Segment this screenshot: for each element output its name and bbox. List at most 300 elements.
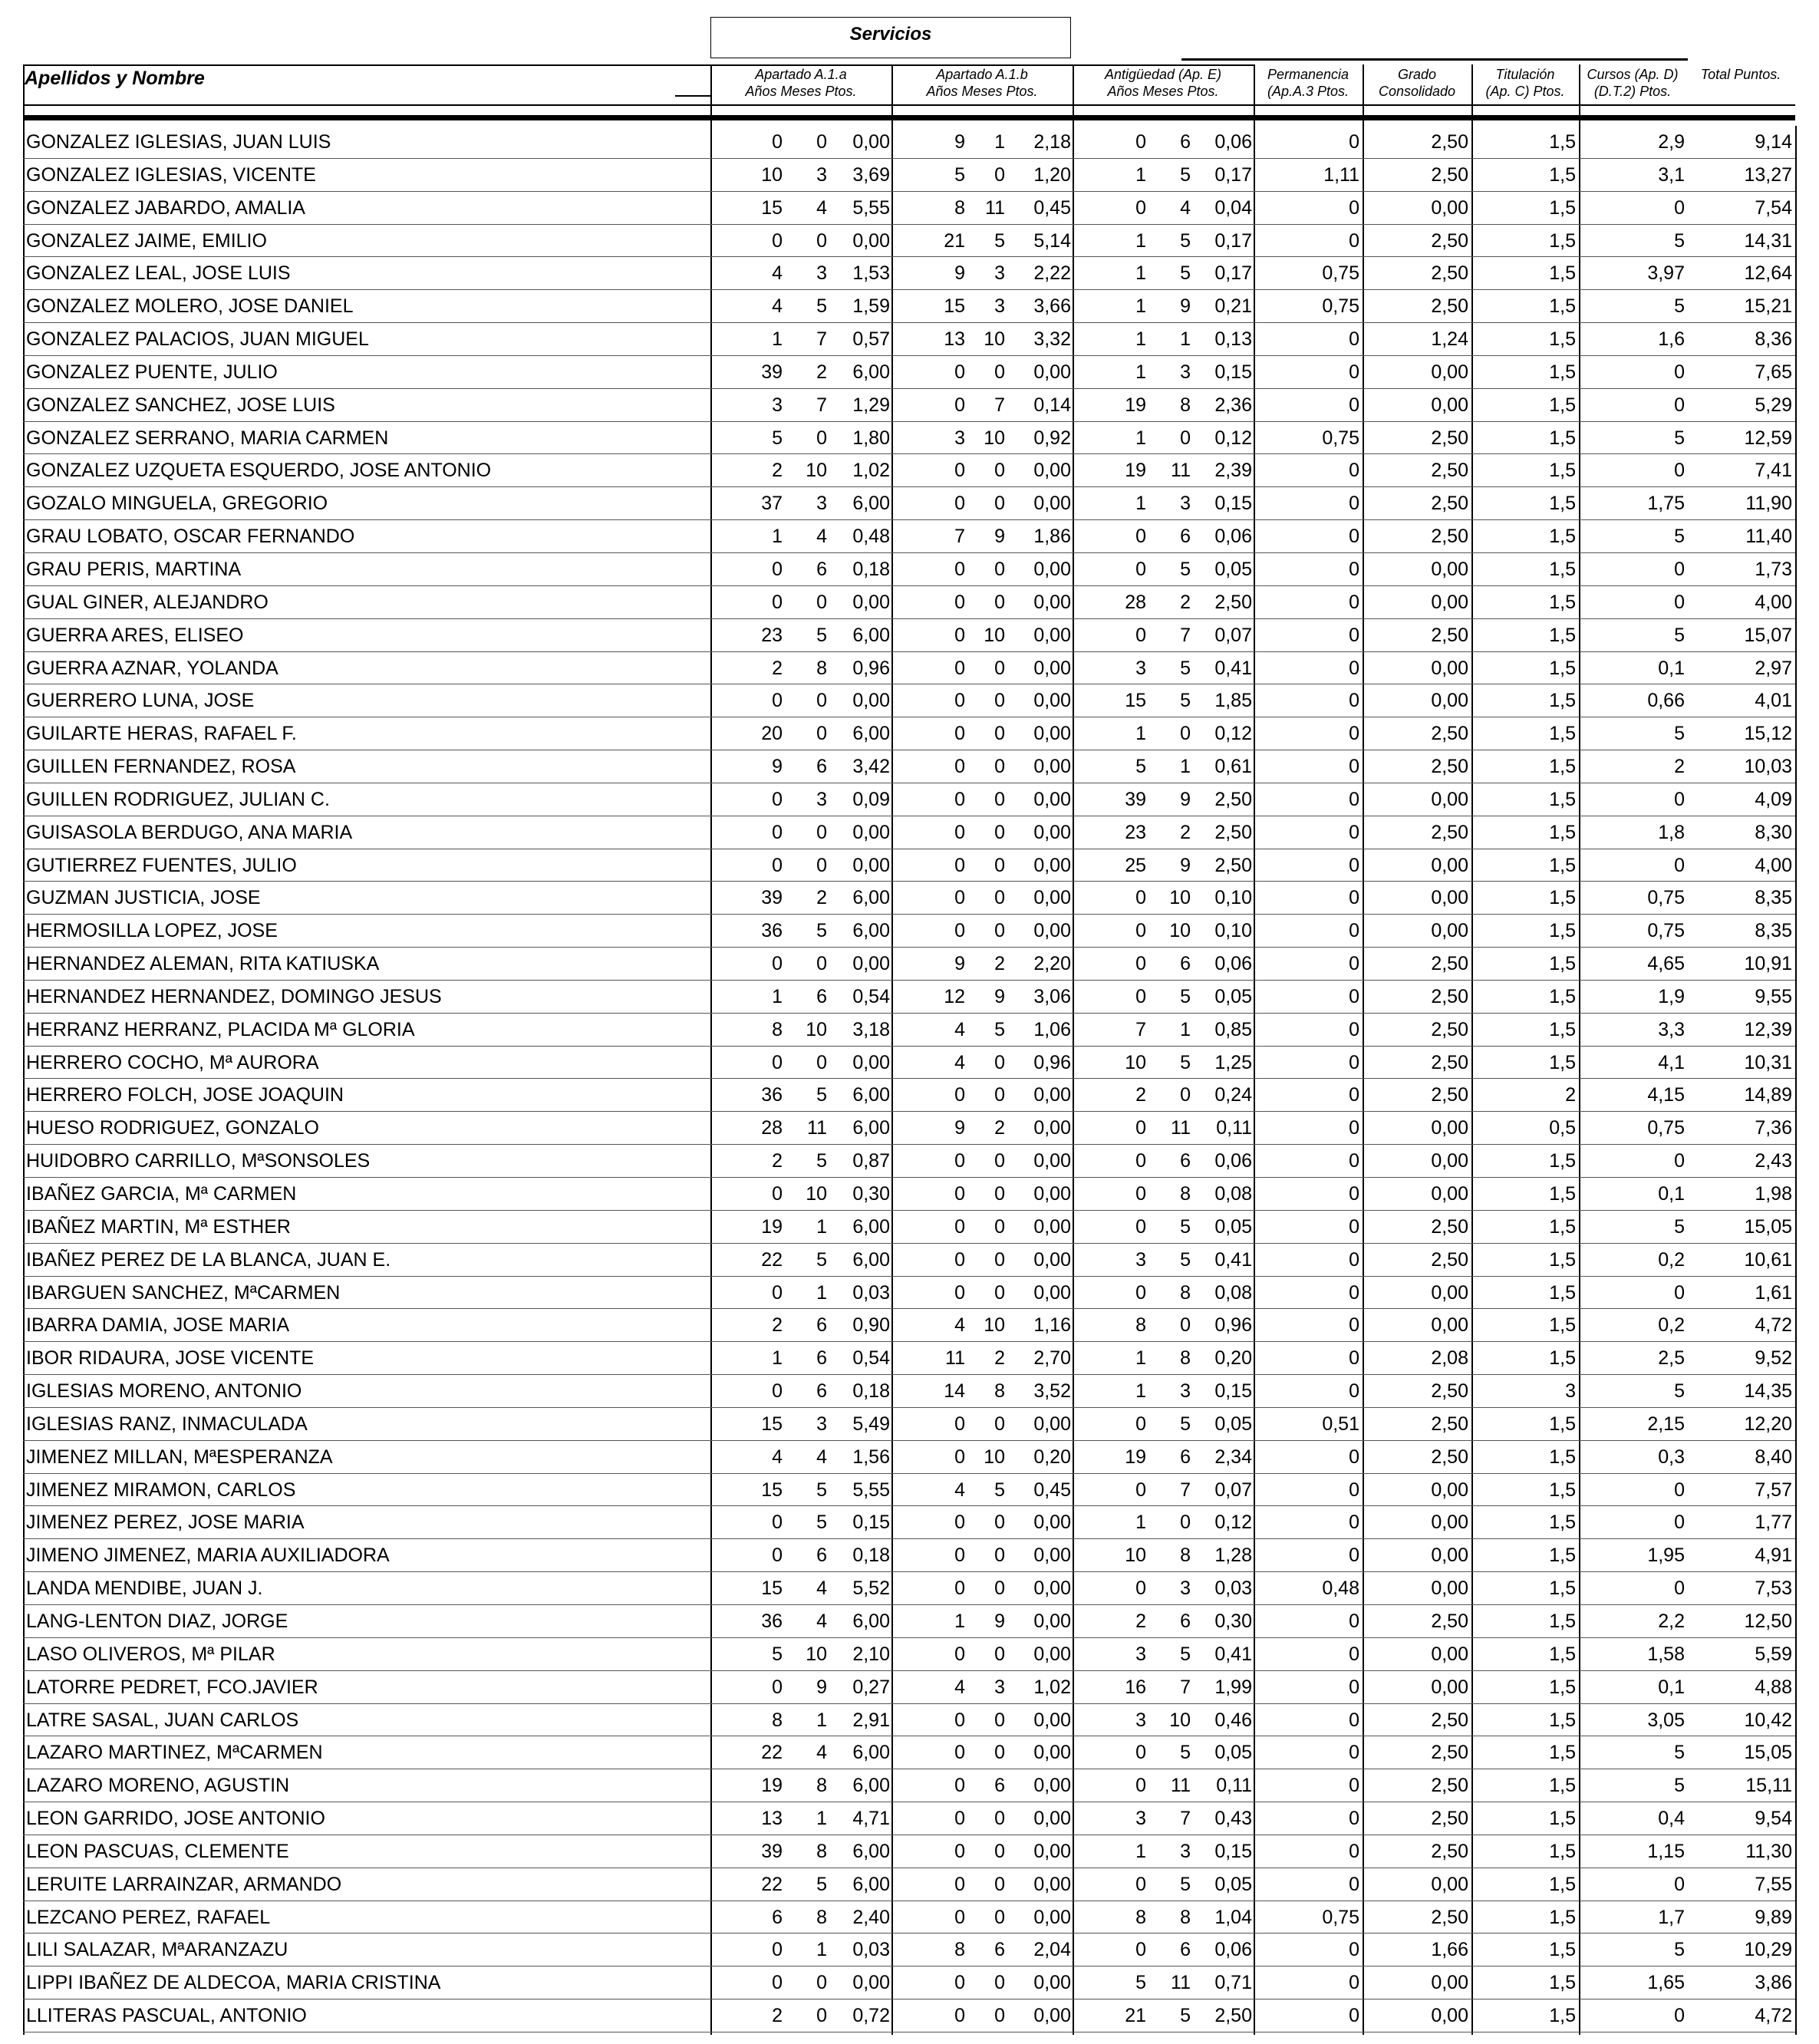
a1a-months-cell: 10 bbox=[806, 1183, 827, 1205]
total-points-cell: 1,73 bbox=[1755, 558, 1792, 580]
table-row bbox=[23, 323, 1795, 356]
antiguedad-points-cell: 0,15 bbox=[1214, 493, 1252, 515]
table-row bbox=[23, 1638, 1795, 1671]
a1b-months-cell: 0 bbox=[994, 1709, 1005, 1731]
grado-points-cell: 0,00 bbox=[1431, 657, 1468, 679]
antiguedad-points-cell: 0,10 bbox=[1214, 887, 1252, 909]
col-header-cursos: Cursos (Ap. D) (D.T.2) Ptos. bbox=[1587, 67, 1679, 99]
a1a-years-cell: 22 bbox=[761, 1742, 783, 1764]
grado-points-cell: 2,50 bbox=[1431, 1215, 1468, 1238]
a1b-points-cell: 0,00 bbox=[1033, 1972, 1071, 1994]
employee-name: HERRERO FOLCH, JOSE JOAQUIN bbox=[26, 1084, 344, 1106]
antiguedad-years-cell: 0 bbox=[1135, 1183, 1146, 1205]
total-points-cell: 4,00 bbox=[1755, 591, 1792, 613]
antiguedad-months-cell: 5 bbox=[1180, 985, 1191, 1007]
a1b-points-cell: 0,00 bbox=[1033, 558, 1071, 580]
total-points-cell: 4,01 bbox=[1755, 690, 1792, 712]
a1b-months-cell: 0 bbox=[994, 1972, 1005, 1994]
a1a-years-cell: 0 bbox=[772, 1545, 783, 1567]
a1a-months-cell: 0 bbox=[816, 1972, 827, 1994]
a1b-points-cell: 0,96 bbox=[1033, 1051, 1071, 1073]
antiguedad-months-cell: 0 bbox=[1180, 1084, 1191, 1106]
a1a-months-cell: 5 bbox=[816, 1150, 827, 1172]
table-row bbox=[23, 948, 1795, 981]
a1b-months-cell: 0 bbox=[994, 1545, 1005, 1567]
table-row bbox=[23, 1047, 1795, 1080]
grado-points-cell: 2,50 bbox=[1431, 821, 1468, 843]
a1a-months-cell: 6 bbox=[816, 558, 827, 580]
a1b-points-cell: 0,00 bbox=[1033, 1150, 1071, 1172]
permanencia-points-cell: 0 bbox=[1349, 887, 1359, 909]
a1b-years-cell: 0 bbox=[954, 1281, 965, 1304]
employee-name: LEON PASCUAS, CLEMENTE bbox=[26, 1840, 289, 1862]
table-row bbox=[23, 981, 1795, 1014]
employee-name: JIMENO JIMENEZ, MARIA AUXILIADORA bbox=[26, 1545, 390, 1567]
a1b-months-cell: 2 bbox=[994, 1117, 1005, 1139]
a1a-points-cell: 0,54 bbox=[852, 1347, 890, 1370]
cursos-points-cell: 5 bbox=[1674, 229, 1685, 252]
employee-name: GONZALEZ IGLESIAS, JUAN LUIS bbox=[26, 131, 331, 153]
a1a-months-cell: 1 bbox=[816, 1939, 827, 1961]
col-header-a1a: Apartado A.1.a Años Meses Ptos. bbox=[745, 67, 857, 99]
antiguedad-years-cell: 5 bbox=[1135, 756, 1146, 778]
table-row bbox=[23, 1441, 1795, 1474]
a1b-points-cell: 0,92 bbox=[1033, 427, 1071, 449]
employee-name: GONZALEZ PALACIOS, JUAN MIGUEL bbox=[26, 328, 369, 351]
employee-name: IBARRA DAMIA, JOSE MARIA bbox=[26, 1314, 290, 1337]
col-header-titulacion: Titulación (Ap. C) Ptos. bbox=[1485, 67, 1565, 99]
a1a-months-cell: 0 bbox=[816, 591, 827, 613]
a1a-months-cell: 0 bbox=[816, 854, 827, 876]
a1b-points-cell: 0,00 bbox=[1033, 821, 1071, 843]
a1a-years-cell: 0 bbox=[772, 1183, 783, 1205]
antiguedad-points-cell: 0,30 bbox=[1214, 1610, 1252, 1632]
col-header-a1b: Apartado A.1.b Años Meses Ptos. bbox=[926, 67, 1038, 99]
table-row bbox=[23, 225, 1795, 258]
employee-name: HERMOSILLA LOPEZ, JOSE bbox=[26, 920, 278, 942]
a1a-years-cell: 36 bbox=[761, 1084, 783, 1106]
total-points-cell: 10,03 bbox=[1744, 756, 1792, 778]
a1a-years-cell: 37 bbox=[761, 493, 783, 515]
employee-name: IBARGUEN SANCHEZ, MªCARMEN bbox=[26, 1281, 341, 1304]
cursos-points-cell: 5 bbox=[1674, 1939, 1685, 1961]
a1a-points-cell: 0,00 bbox=[852, 690, 890, 712]
titulacion-points-cell: 1,5 bbox=[1549, 1808, 1576, 1830]
a1a-months-cell: 5 bbox=[816, 920, 827, 942]
antiguedad-years-cell: 0 bbox=[1135, 1742, 1146, 1764]
employee-name: GRAU LOBATO, OSCAR FERNANDO bbox=[26, 526, 355, 548]
a1a-months-cell: 1 bbox=[816, 1215, 827, 1238]
permanencia-points-cell: 0 bbox=[1349, 1215, 1359, 1238]
total-points-cell: 15,12 bbox=[1744, 723, 1792, 745]
antiguedad-years-cell: 0 bbox=[1135, 953, 1146, 975]
col-header-antiguedad: Antigüedad (Ap. E) Años Meses Ptos. bbox=[1104, 67, 1222, 99]
antiguedad-years-cell: 23 bbox=[1125, 821, 1146, 843]
permanencia-points-cell: 0 bbox=[1349, 1840, 1359, 1862]
table-row bbox=[23, 1605, 1795, 1638]
antiguedad-months-cell: 0 bbox=[1180, 1314, 1191, 1337]
titulacion-points-cell: 1,5 bbox=[1549, 1183, 1576, 1205]
table-row bbox=[23, 783, 1795, 816]
a1b-months-cell: 10 bbox=[984, 624, 1005, 646]
a1b-months-cell: 0 bbox=[994, 2005, 1005, 2027]
a1a-years-cell: 2 bbox=[772, 1150, 783, 1172]
table-row bbox=[23, 1375, 1795, 1408]
a1a-points-cell: 6,00 bbox=[852, 1248, 890, 1271]
a1b-months-cell: 0 bbox=[994, 920, 1005, 942]
antiguedad-years-cell: 1 bbox=[1135, 723, 1146, 745]
a1b-months-cell: 5 bbox=[994, 1479, 1005, 1501]
employee-name: LLITERAS PASCUAL, ANTONIO bbox=[26, 2005, 307, 2027]
header-rule bbox=[675, 95, 710, 97]
permanencia-points-cell: 0 bbox=[1349, 1117, 1359, 1139]
a1a-years-cell: 0 bbox=[772, 821, 783, 843]
cursos-points-cell: 1,8 bbox=[1658, 821, 1685, 843]
cursos-points-cell: 3,3 bbox=[1658, 1018, 1685, 1040]
a1b-years-cell: 0 bbox=[954, 1084, 965, 1106]
a1a-points-cell: 0,03 bbox=[852, 1281, 890, 1304]
a1b-points-cell: 0,00 bbox=[1033, 788, 1071, 810]
antiguedad-points-cell: 0,06 bbox=[1214, 1939, 1252, 1961]
a1a-points-cell: 5,49 bbox=[852, 1413, 890, 1435]
a1b-years-cell: 0 bbox=[954, 1215, 965, 1238]
antiguedad-months-cell: 3 bbox=[1180, 1578, 1191, 1600]
a1a-points-cell: 0,27 bbox=[852, 1676, 890, 1698]
a1b-months-cell: 0 bbox=[994, 1248, 1005, 1271]
a1a-months-cell: 8 bbox=[816, 657, 827, 679]
col-header-total: Total Puntos. bbox=[1700, 67, 1781, 82]
a1a-months-cell: 4 bbox=[816, 1742, 827, 1764]
a1b-points-cell: 2,20 bbox=[1033, 953, 1071, 975]
antiguedad-months-cell: 6 bbox=[1180, 1610, 1191, 1632]
employee-name: LATRE SASAL, JUAN CARLOS bbox=[26, 1709, 299, 1731]
grado-points-cell: 2,50 bbox=[1431, 723, 1468, 745]
employee-name: HUESO RODRIGUEZ, GONZALO bbox=[26, 1117, 319, 1139]
antiguedad-years-cell: 1 bbox=[1135, 163, 1146, 186]
a1b-points-cell: 0,00 bbox=[1033, 1610, 1071, 1632]
grado-points-cell: 2,50 bbox=[1431, 1051, 1468, 1073]
antiguedad-years-cell: 10 bbox=[1125, 1545, 1146, 1567]
a1b-years-cell: 0 bbox=[954, 1578, 965, 1600]
grado-points-cell: 2,50 bbox=[1431, 1380, 1468, 1403]
a1b-years-cell: 0 bbox=[954, 920, 965, 942]
a1a-points-cell: 0,00 bbox=[852, 229, 890, 252]
cursos-points-cell: 2,5 bbox=[1658, 1347, 1685, 1370]
table-row bbox=[23, 1967, 1795, 1999]
antiguedad-points-cell: 0,17 bbox=[1214, 262, 1252, 285]
antiguedad-months-cell: 5 bbox=[1180, 1248, 1191, 1271]
antiguedad-points-cell: 0,15 bbox=[1214, 1380, 1252, 1403]
antiguedad-points-cell: 0,41 bbox=[1214, 1643, 1252, 1665]
antiguedad-months-cell: 10 bbox=[1169, 887, 1191, 909]
a1b-points-cell: 1,06 bbox=[1033, 1018, 1071, 1040]
permanencia-points-cell: 0 bbox=[1349, 985, 1359, 1007]
a1a-months-cell: 1 bbox=[816, 1808, 827, 1830]
a1a-points-cell: 6,00 bbox=[852, 920, 890, 942]
antiguedad-years-cell: 28 bbox=[1125, 591, 1146, 613]
a1b-months-cell: 10 bbox=[984, 427, 1005, 449]
antiguedad-points-cell: 0,05 bbox=[1214, 1873, 1252, 1895]
antiguedad-years-cell: 16 bbox=[1125, 1676, 1146, 1698]
grado-points-cell: 0,00 bbox=[1431, 1873, 1468, 1895]
a1a-months-cell: 5 bbox=[816, 1084, 827, 1106]
a1b-points-cell: 0,45 bbox=[1033, 196, 1071, 219]
cursos-points-cell: 0,1 bbox=[1658, 1183, 1685, 1205]
a1b-months-cell: 0 bbox=[994, 1183, 1005, 1205]
employee-name: LANDA MENDIBE, JUAN J. bbox=[26, 1578, 263, 1600]
antiguedad-months-cell: 6 bbox=[1180, 1446, 1191, 1468]
a1a-months-cell: 8 bbox=[816, 1906, 827, 1928]
antiguedad-years-cell: 25 bbox=[1125, 854, 1146, 876]
a1a-months-cell: 4 bbox=[816, 1446, 827, 1468]
cursos-points-cell: 1,7 bbox=[1658, 1906, 1685, 1928]
antiguedad-years-cell: 1 bbox=[1135, 1347, 1146, 1370]
cursos-points-cell: 0,1 bbox=[1658, 1676, 1685, 1698]
permanencia-points-cell: 0 bbox=[1349, 1545, 1359, 1567]
grado-points-cell: 0,00 bbox=[1431, 1281, 1468, 1304]
a1a-points-cell: 0,72 bbox=[852, 2005, 890, 2027]
antiguedad-points-cell: 1,28 bbox=[1214, 1545, 1252, 1567]
antiguedad-years-cell: 3 bbox=[1135, 1248, 1146, 1271]
total-points-cell: 7,57 bbox=[1755, 1479, 1792, 1501]
a1b-years-cell: 0 bbox=[954, 854, 965, 876]
grado-points-cell: 2,50 bbox=[1431, 526, 1468, 548]
column-separator bbox=[1795, 126, 1797, 2035]
a1b-months-cell: 6 bbox=[994, 1775, 1005, 1797]
a1a-points-cell: 6,00 bbox=[852, 723, 890, 745]
a1a-years-cell: 36 bbox=[761, 920, 783, 942]
a1a-months-cell: 5 bbox=[816, 295, 827, 318]
a1a-years-cell: 0 bbox=[772, 1512, 783, 1534]
a1b-years-cell: 0 bbox=[954, 558, 965, 580]
antiguedad-points-cell: 0,15 bbox=[1214, 1840, 1252, 1862]
grado-points-cell: 2,50 bbox=[1431, 460, 1468, 482]
a1a-years-cell: 0 bbox=[772, 1380, 783, 1403]
a1b-years-cell: 0 bbox=[954, 1906, 965, 1928]
a1a-years-cell: 5 bbox=[772, 427, 783, 449]
total-points-cell: 15,05 bbox=[1744, 1742, 1792, 1764]
a1b-months-cell: 0 bbox=[994, 1840, 1005, 1862]
a1a-points-cell: 6,00 bbox=[852, 624, 890, 646]
a1b-points-cell: 0,20 bbox=[1033, 1446, 1071, 1468]
a1b-points-cell: 2,22 bbox=[1033, 262, 1071, 285]
titulacion-points-cell: 1,5 bbox=[1549, 2005, 1576, 2027]
titulacion-points-cell: 1,5 bbox=[1549, 163, 1576, 186]
a1a-points-cell: 6,00 bbox=[852, 1084, 890, 1106]
permanencia-points-cell: 0 bbox=[1349, 1084, 1359, 1106]
table-row bbox=[23, 1802, 1795, 1835]
cursos-points-cell: 0,1 bbox=[1658, 657, 1685, 679]
antiguedad-months-cell: 5 bbox=[1180, 690, 1191, 712]
permanencia-points-cell: 0 bbox=[1349, 1775, 1359, 1797]
table-row bbox=[23, 1474, 1795, 1507]
total-points-cell: 12,59 bbox=[1744, 427, 1792, 449]
employee-name: LANG-LENTON DIAZ, JORGE bbox=[26, 1610, 288, 1632]
a1b-points-cell: 0,00 bbox=[1033, 1873, 1071, 1895]
permanencia-points-cell: 0 bbox=[1349, 1018, 1359, 1040]
a1b-points-cell: 3,06 bbox=[1033, 985, 1071, 1007]
a1a-years-cell: 3 bbox=[772, 394, 783, 416]
grado-points-cell: 0,00 bbox=[1431, 690, 1468, 712]
antiguedad-years-cell: 1 bbox=[1135, 262, 1146, 285]
a1a-points-cell: 0,03 bbox=[852, 1939, 890, 1961]
cursos-points-cell: 0 bbox=[1674, 1512, 1685, 1534]
permanencia-points-cell: 0 bbox=[1349, 394, 1359, 416]
a1b-years-cell: 0 bbox=[954, 394, 965, 416]
header-rule bbox=[23, 64, 710, 66]
a1a-points-cell: 0,00 bbox=[852, 821, 890, 843]
permanencia-points-cell: 0 bbox=[1349, 1676, 1359, 1698]
a1b-months-cell: 9 bbox=[994, 526, 1005, 548]
antiguedad-months-cell: 11 bbox=[1171, 460, 1191, 482]
table-row bbox=[23, 1178, 1795, 1211]
antiguedad-months-cell: 3 bbox=[1180, 1840, 1191, 1862]
a1b-points-cell: 5,14 bbox=[1033, 229, 1071, 252]
a1a-years-cell: 1 bbox=[772, 328, 783, 351]
titulacion-points-cell: 1,5 bbox=[1549, 624, 1576, 646]
grado-points-cell: 2,50 bbox=[1431, 163, 1468, 186]
a1a-years-cell: 0 bbox=[772, 1051, 783, 1073]
antiguedad-points-cell: 2,39 bbox=[1214, 460, 1252, 482]
a1b-points-cell: 3,66 bbox=[1033, 295, 1071, 318]
a1b-months-cell: 0 bbox=[994, 756, 1005, 778]
permanencia-points-cell: 0 bbox=[1349, 624, 1359, 646]
a1b-months-cell: 3 bbox=[994, 295, 1005, 318]
a1a-points-cell: 0,90 bbox=[852, 1314, 890, 1337]
employee-name: LEZCANO PEREZ, RAFAEL bbox=[26, 1906, 271, 1928]
total-points-cell: 13,27 bbox=[1744, 163, 1792, 186]
a1b-years-cell: 4 bbox=[954, 1479, 965, 1501]
antiguedad-years-cell: 1 bbox=[1135, 328, 1146, 351]
a1b-years-cell: 0 bbox=[954, 690, 965, 712]
a1a-points-cell: 6,00 bbox=[852, 1873, 890, 1895]
table-row bbox=[23, 487, 1795, 520]
table-row bbox=[23, 290, 1795, 323]
a1a-years-cell: 5 bbox=[772, 1643, 783, 1665]
titulacion-points-cell: 1,5 bbox=[1549, 756, 1576, 778]
a1a-points-cell: 6,00 bbox=[852, 361, 890, 383]
antiguedad-months-cell: 8 bbox=[1180, 1281, 1191, 1304]
antiguedad-years-cell: 1 bbox=[1135, 493, 1146, 515]
grado-points-cell: 0,00 bbox=[1431, 196, 1468, 219]
employee-name: GUERRERO LUNA, JOSE bbox=[26, 690, 255, 712]
a1a-points-cell: 0,00 bbox=[852, 1972, 890, 1994]
permanencia-points-cell: 0 bbox=[1349, 328, 1359, 351]
antiguedad-points-cell: 1,04 bbox=[1214, 1906, 1252, 1928]
antiguedad-points-cell: 0,08 bbox=[1214, 1183, 1252, 1205]
antiguedad-months-cell: 7 bbox=[1180, 624, 1191, 646]
a1b-months-cell: 0 bbox=[994, 1150, 1005, 1172]
a1b-points-cell: 0,00 bbox=[1033, 1545, 1071, 1567]
a1a-points-cell: 4,71 bbox=[852, 1808, 890, 1830]
grado-points-cell: 2,50 bbox=[1431, 493, 1468, 515]
a1a-years-cell: 15 bbox=[761, 1479, 783, 1501]
a1a-years-cell: 13 bbox=[761, 1808, 783, 1830]
grado-points-cell: 0,00 bbox=[1431, 361, 1468, 383]
a1b-points-cell: 0,00 bbox=[1033, 756, 1071, 778]
cursos-points-cell: 1,95 bbox=[1647, 1545, 1685, 1567]
a1b-points-cell: 1,86 bbox=[1033, 526, 1071, 548]
cursos-points-cell: 2,2 bbox=[1658, 1610, 1685, 1632]
a1a-years-cell: 19 bbox=[761, 1215, 783, 1238]
titulacion-points-cell: 3 bbox=[1565, 1380, 1576, 1403]
a1a-years-cell: 0 bbox=[772, 1281, 783, 1304]
total-points-cell: 4,72 bbox=[1755, 2005, 1792, 2027]
antiguedad-months-cell: 5 bbox=[1180, 1051, 1191, 1073]
antiguedad-points-cell: 1,25 bbox=[1214, 1051, 1252, 1073]
antiguedad-years-cell: 0 bbox=[1135, 920, 1146, 942]
grado-points-cell: 0,00 bbox=[1431, 1479, 1468, 1501]
grado-points-cell: 0,00 bbox=[1431, 887, 1468, 909]
permanencia-points-cell: 0 bbox=[1349, 526, 1359, 548]
a1b-years-cell: 5 bbox=[954, 163, 965, 186]
a1a-months-cell: 3 bbox=[816, 493, 827, 515]
table-row bbox=[23, 126, 1795, 159]
total-points-cell: 15,21 bbox=[1744, 295, 1792, 318]
employee-name: LATORRE PEDRET, FCO.JAVIER bbox=[26, 1676, 318, 1698]
permanencia-points-cell: 0 bbox=[1349, 1347, 1359, 1370]
titulacion-points-cell: 1,5 bbox=[1549, 953, 1576, 975]
a1b-points-cell: 0,00 bbox=[1033, 1117, 1071, 1139]
permanencia-points-cell: 0 bbox=[1349, 690, 1359, 712]
total-points-cell: 8,30 bbox=[1755, 821, 1792, 843]
a1a-points-cell: 3,18 bbox=[852, 1018, 890, 1040]
a1a-points-cell: 0,18 bbox=[852, 1380, 890, 1403]
a1a-years-cell: 15 bbox=[761, 1578, 783, 1600]
employee-name: GONZALEZ IGLESIAS, VICENTE bbox=[26, 163, 316, 186]
a1b-years-cell: 0 bbox=[954, 756, 965, 778]
antiguedad-months-cell: 7 bbox=[1180, 1808, 1191, 1830]
a1a-months-cell: 3 bbox=[816, 163, 827, 186]
table-row bbox=[23, 1901, 1795, 1934]
a1b-years-cell: 4 bbox=[954, 1314, 965, 1337]
a1a-points-cell: 0,15 bbox=[852, 1512, 890, 1534]
a1b-months-cell: 9 bbox=[994, 1610, 1005, 1632]
grado-points-cell: 2,50 bbox=[1431, 1709, 1468, 1731]
titulacion-points-cell: 1,5 bbox=[1549, 1150, 1576, 1172]
a1b-months-cell: 7 bbox=[994, 394, 1005, 416]
antiguedad-points-cell: 0,11 bbox=[1216, 1117, 1252, 1139]
a1a-months-cell: 7 bbox=[816, 394, 827, 416]
antiguedad-years-cell: 19 bbox=[1125, 394, 1146, 416]
titulacion-points-cell: 1,5 bbox=[1549, 1742, 1576, 1764]
antiguedad-points-cell: 0,06 bbox=[1214, 1150, 1252, 1172]
a1b-points-cell: 0,00 bbox=[1033, 1281, 1071, 1304]
a1a-months-cell: 0 bbox=[816, 690, 827, 712]
titulacion-points-cell: 1,5 bbox=[1549, 1873, 1576, 1895]
a1a-points-cell: 0,00 bbox=[852, 591, 890, 613]
employee-name: GOZALO MINGUELA, GREGORIO bbox=[26, 493, 328, 515]
titulacion-points-cell: 1,5 bbox=[1549, 526, 1576, 548]
table-row bbox=[23, 882, 1795, 915]
header-rule bbox=[710, 64, 1254, 66]
total-points-cell: 1,61 bbox=[1755, 1281, 1792, 1304]
table-row bbox=[23, 389, 1795, 422]
table-header bbox=[0, 0, 1819, 123]
a1a-months-cell: 6 bbox=[816, 985, 827, 1007]
antiguedad-points-cell: 0,07 bbox=[1214, 624, 1252, 646]
total-points-cell: 9,14 bbox=[1755, 131, 1792, 153]
a1b-years-cell: 0 bbox=[954, 361, 965, 383]
cursos-points-cell: 5 bbox=[1674, 295, 1685, 318]
total-points-cell: 10,29 bbox=[1744, 1939, 1792, 1961]
permanencia-points-cell: 1,11 bbox=[1323, 163, 1359, 186]
total-points-cell: 4,91 bbox=[1755, 1545, 1792, 1567]
a1b-months-cell: 0 bbox=[994, 1873, 1005, 1895]
a1b-years-cell: 0 bbox=[954, 1512, 965, 1534]
grado-points-cell: 2,50 bbox=[1431, 624, 1468, 646]
antiguedad-months-cell: 6 bbox=[1180, 1150, 1191, 1172]
